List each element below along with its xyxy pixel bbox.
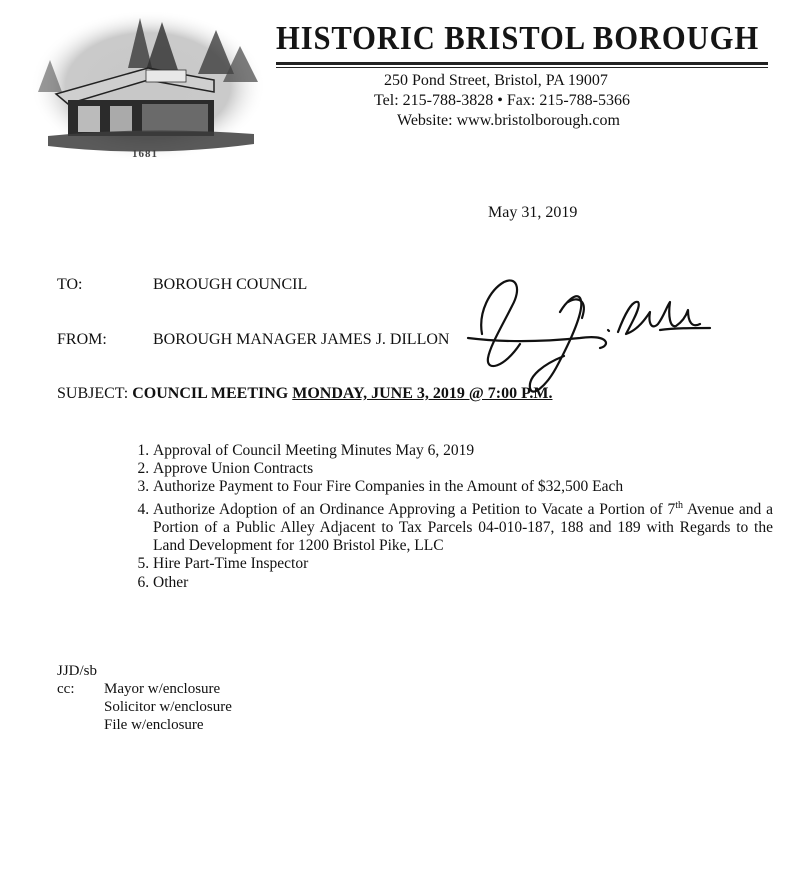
to-label: TO: <box>57 276 83 293</box>
header-rule <box>276 62 768 65</box>
from-label: FROM: <box>57 331 107 348</box>
header-rule-thin <box>276 67 768 68</box>
agenda-list <box>124 442 773 592</box>
subject-datetime: MONDAY, JUNE 3, 2019 @ 7:00 P.M. <box>292 385 553 402</box>
agenda-item: 5. Hire Part-Time Inspector <box>153 555 773 573</box>
to-value: BOROUGH COUNCIL <box>153 276 308 293</box>
agenda-item: 6. Other <box>153 574 773 592</box>
subject-line <box>57 385 552 403</box>
agenda-item: 1. Approval of Council Meeting Minutes May 6, 2019 <box>153 442 773 460</box>
website-line: Website: www.bristolborough.com <box>397 112 620 129</box>
cc-label: cc: <box>57 681 75 697</box>
address-line: 250 Pond Street, Bristol, PA 19007 <box>384 72 608 89</box>
cc-item: Mayor w/enclosure <box>104 681 221 697</box>
agenda-item: 2. Approve Union Contracts <box>153 460 773 478</box>
initials: JJD/sb <box>57 663 98 679</box>
from-value: BOROUGH MANAGER JAMES J. DILLON <box>153 331 450 348</box>
organization-name: HISTORIC BRISTOL BOROUGH <box>276 20 760 57</box>
cc-item: File w/enclosure <box>104 717 204 733</box>
borough-logo <box>28 8 268 166</box>
memo-date: May 31, 2019 <box>488 204 578 221</box>
subject-label: SUBJECT: <box>57 385 129 402</box>
agenda-item: 3. Authorize Payment to Four Fire Companies in the Amount of $32,500 Each <box>153 478 773 496</box>
tel-fax-line: Tel: 215-788-3828 • Fax: 215-788-5366 <box>374 92 631 109</box>
cc-item: Solicitor w/enclosure <box>104 699 232 715</box>
logo-year: 1681 <box>132 148 158 160</box>
subject-title: COUNCIL MEETING <box>132 385 289 402</box>
agenda-item: 4. Authorize Adoption of an Ordinance Approving a Petition to Vacate a Portion of 7th Avenue and a Portion of a Public Alley Adjacent to Tax Parcels 04-010-187, 188 and 189 with Regards to the Land Development for 1200 Bristol Pike, LLC <box>153 497 773 556</box>
